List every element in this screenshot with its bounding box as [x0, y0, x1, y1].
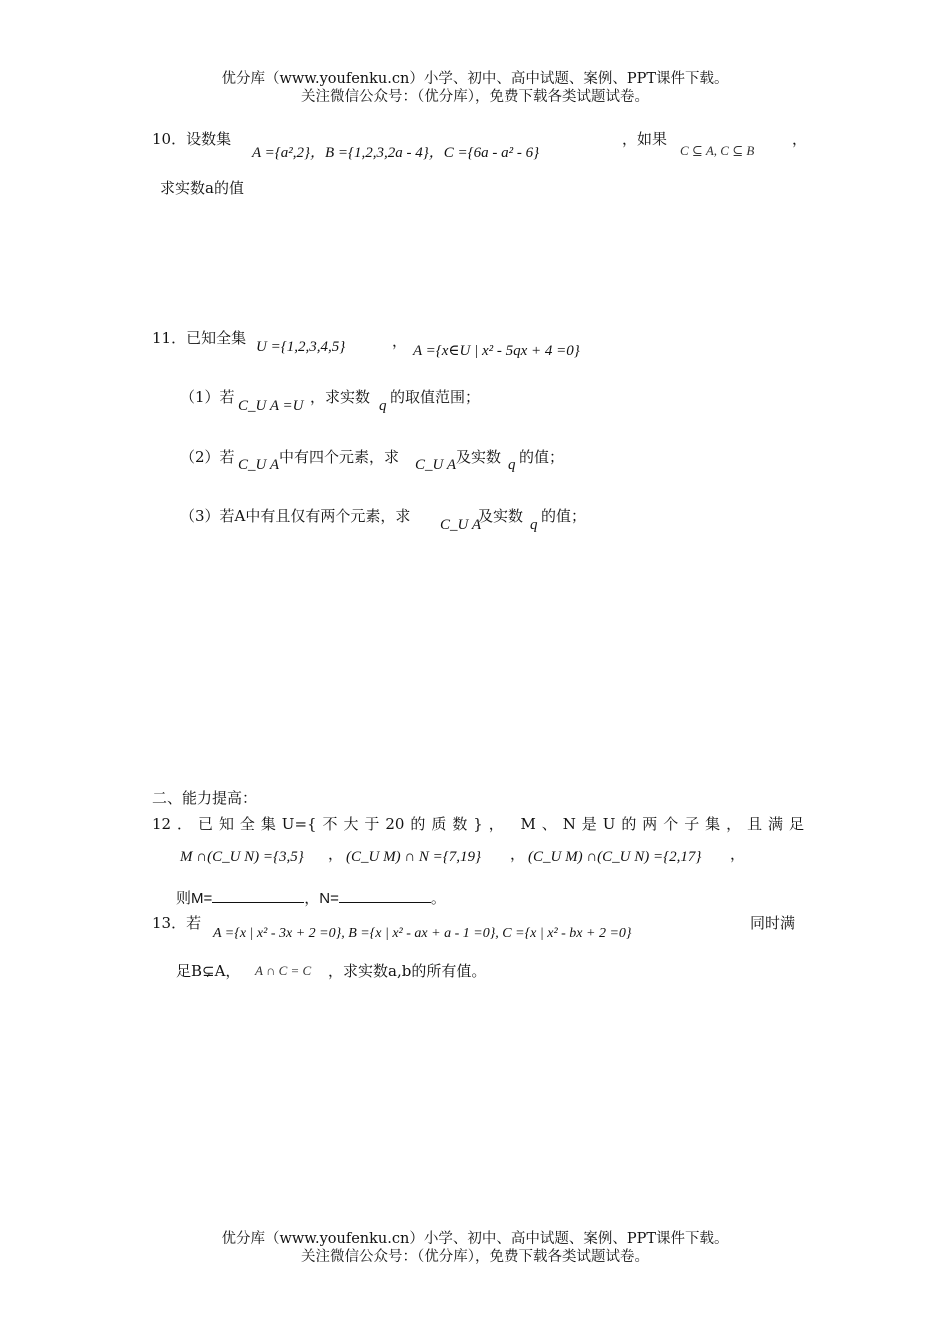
q13-line2-math: A ∩ C = C [255, 963, 312, 978]
q10-comma: ， [792, 130, 808, 148]
footer-line-2: 关注微信公众号：（优分库），免费下载各类试题试卷。 [301, 1249, 649, 1265]
q11-part2-d: 的值； [519, 448, 565, 466]
q12-answer-m-blank [212, 887, 304, 903]
q11-part3-c: 及实数 [478, 507, 524, 525]
q10-condition: C ⊆ A, C ⊆ B [680, 143, 755, 158]
q11-universal-set: U ={1,2,3,4,5} [256, 339, 346, 355]
section-2-title: 二、能力提高： [152, 789, 258, 807]
q11-part2-a: （2）若 [180, 448, 235, 466]
q11-part1-math: C_U A =U [238, 398, 304, 414]
q12-eq1: M ∩(C_U N) ={3,5} [180, 849, 304, 865]
q12-answer-n-blank [339, 887, 431, 903]
q12-answer-line [176, 887, 446, 908]
q12-sep1: ， [328, 845, 344, 863]
q11-part1-b: ，求实数 [310, 388, 371, 406]
q11-part1-q: q [379, 398, 387, 414]
q12-answer-n-label: ，N= [304, 890, 339, 907]
q10-prefix: 10．设数集 [152, 130, 232, 148]
q13-line2-a: 足B⊊A， [176, 962, 241, 980]
q10-sets: A ={a²,2}，B ={1,2,3,2a - 4}，C ={6a - a² - 6} [252, 145, 540, 161]
q11-part3-a: （3）若A中有且仅有两个元素，求 [180, 507, 411, 525]
q11-prefix: 11．已知全集 [152, 329, 247, 347]
q12-answer-m-label: 则M= [176, 890, 213, 907]
q12-eq3: (C_U M) ∩(C_U N) ={2,17} [528, 849, 702, 865]
q11-set-A: A ={x∈U | x² - 5qx + 4 =0} [413, 343, 580, 359]
q11-part2-b: 中有四个元素，求 [279, 448, 400, 466]
q11-part2-math: C_U A [238, 457, 279, 473]
q11-comma: ， [392, 332, 408, 350]
q12-answer-end: 。 [430, 890, 446, 907]
q11-part3-math: C_U A [440, 517, 481, 533]
q12-eq2: (C_U M) ∩ N ={7,19} [346, 849, 482, 865]
footer-line-1: 优分库（www.youfenku.cn）小学、初中、高中试题、案例、PPT课件下载。 [221, 1231, 729, 1247]
q11-part2-c: 及实数 [456, 448, 502, 466]
q13-suffix: 同时满 [750, 914, 796, 932]
q11-part3-q: q [530, 517, 538, 533]
q13-prefix: 13．若 [152, 914, 202, 932]
q12-line1: 12．已知全集U={不大于20的质数}， M、N是U的两个子集，且满足 [152, 815, 804, 833]
q11-part2-math2: C_U A [415, 457, 456, 473]
q11-part1-a: （1）若 [180, 388, 235, 406]
q13-sets: A ={x | x² - 3x + 2 =0}, B ={x | x² - ax + a - 1 =0}, C ={x | x² - bx + 2 =0} [213, 926, 632, 941]
q11-part2-q: q [508, 457, 516, 473]
q11-part3-d: 的值； [541, 507, 587, 525]
header-line-1: 优分库（www.youfenku.cn）小学、初中、高中试题、案例、PPT课件下载。 [221, 71, 729, 87]
q12-sep3: ， [730, 845, 746, 863]
q10-mid: ，如果 [622, 130, 668, 148]
q11-part1-c: 的取值范围； [390, 388, 481, 406]
header-line-2: 关注微信公众号：（优分库），免费下载各类试题试卷。 [301, 89, 649, 105]
q12-sep2: ， [510, 845, 526, 863]
q10-line2: 求实数a的值 [160, 179, 244, 197]
q13-line2-b: ，求实数a,b的所有值。 [328, 962, 487, 980]
